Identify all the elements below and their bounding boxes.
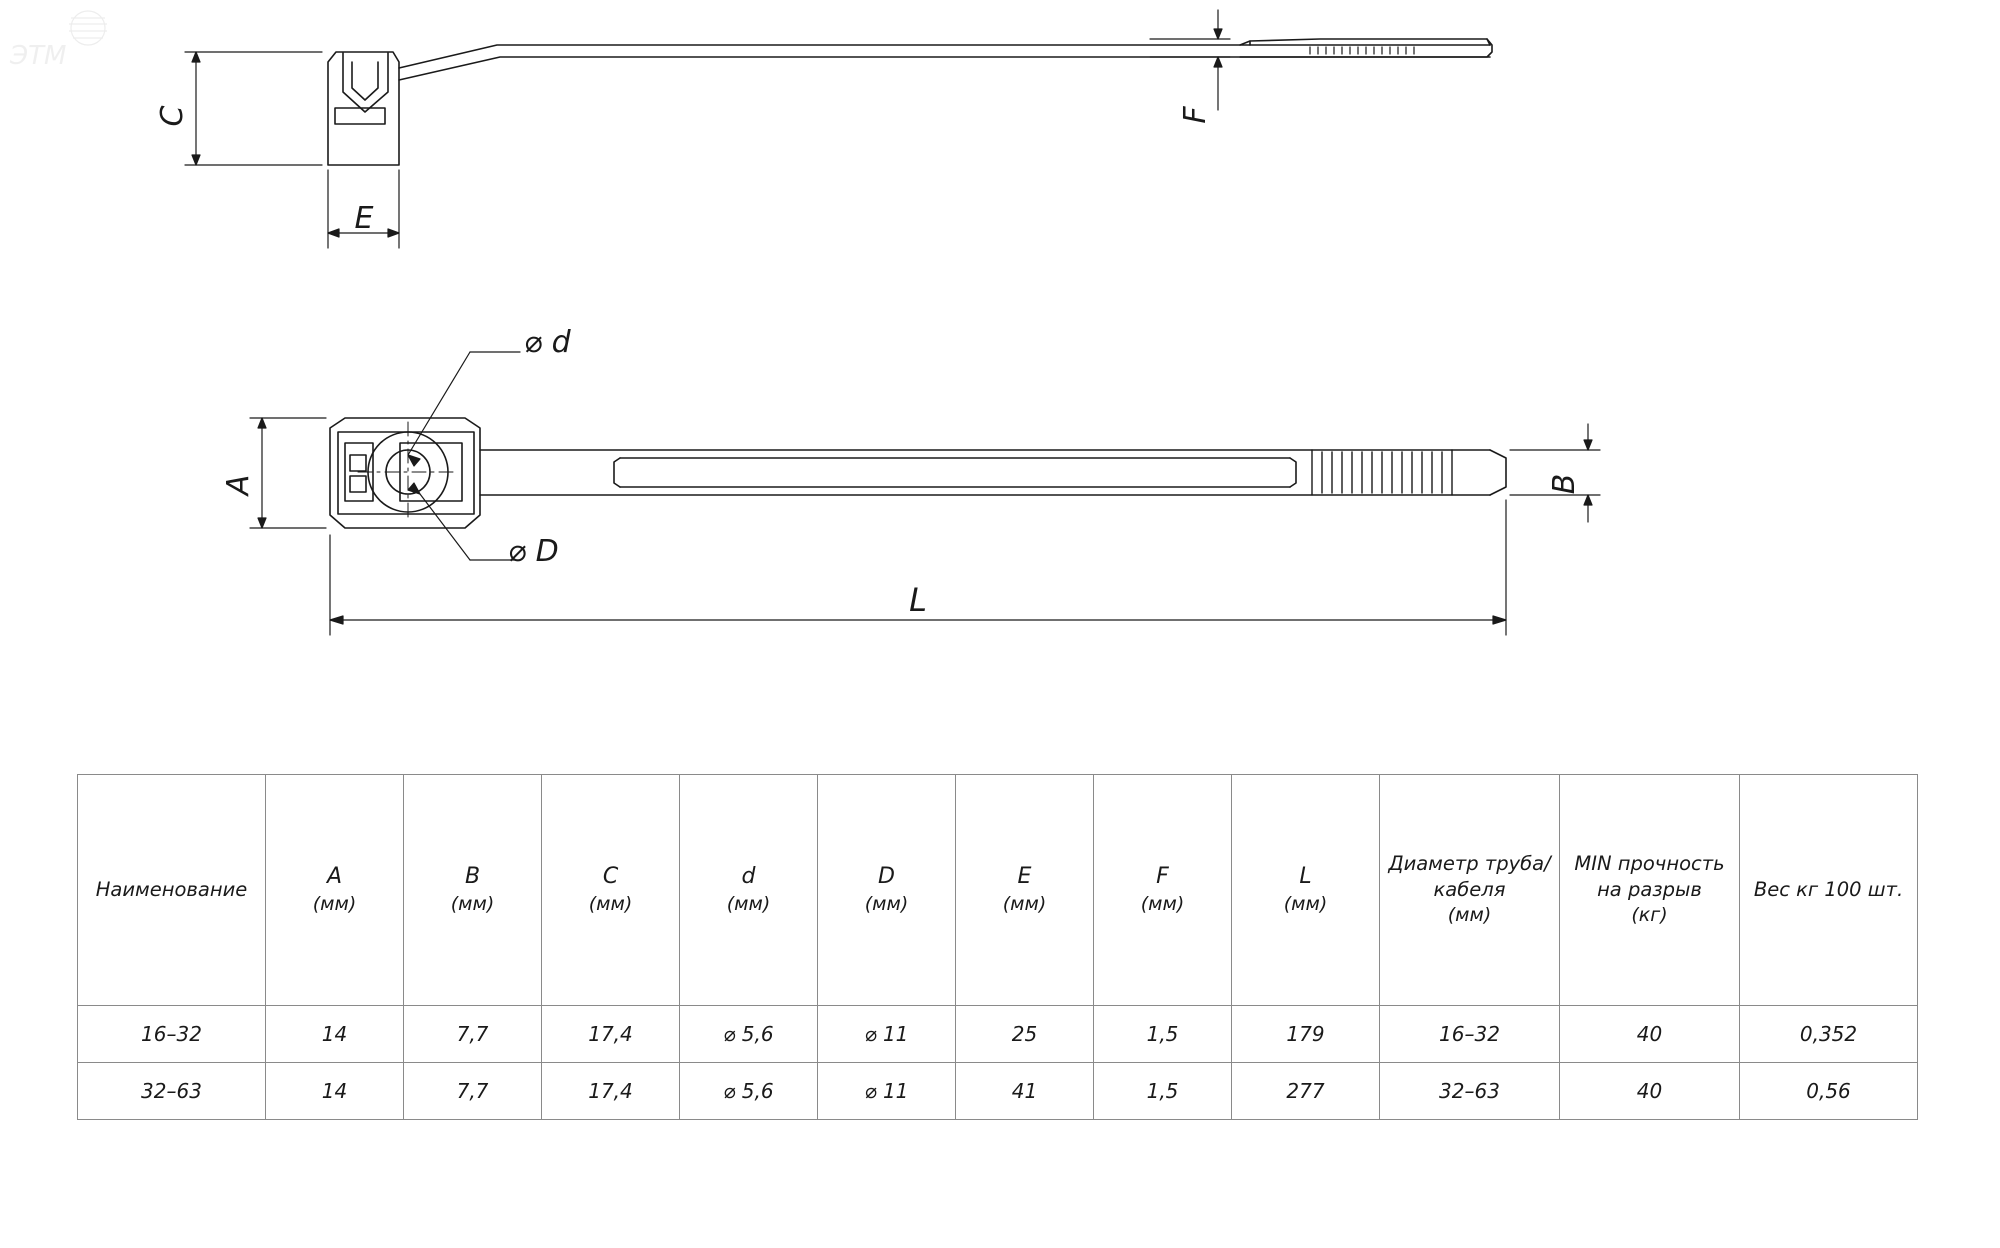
header-d-small (680, 775, 818, 1006)
header-b (404, 775, 542, 1006)
header-a (266, 775, 404, 1006)
header-name-text: Наименование (95, 877, 248, 901)
header-c-unit: (мм) (588, 893, 633, 916)
header-l-unit: (мм) (1283, 893, 1328, 916)
table-header-row (78, 775, 1918, 1006)
cell-e: 41 (956, 1063, 1094, 1120)
cell-name: 32–63 (78, 1063, 266, 1120)
cell-e: 25 (956, 1006, 1094, 1063)
cell-pipe-diameter: 16–32 (1380, 1006, 1560, 1063)
header-l-text: L (1299, 864, 1312, 890)
cell-d-large: ⌀ 11 (818, 1006, 956, 1063)
cell-f: 1,5 (1094, 1006, 1232, 1063)
header-f (1094, 775, 1232, 1006)
header-d-large (818, 775, 956, 1006)
cell-l: 277 (1232, 1063, 1380, 1120)
cell-d-small: ⌀ 5,6 (680, 1006, 818, 1063)
cell-weight: 0,56 (1740, 1063, 1918, 1120)
cell-min-strength: 40 (1560, 1006, 1740, 1063)
table-row (78, 1006, 1918, 1063)
header-min-strength-unit: (кг) (1631, 904, 1668, 927)
header-e-unit: (мм) (1002, 893, 1047, 916)
header-pipe-diameter (1380, 775, 1560, 1006)
cell-f: 1,5 (1094, 1063, 1232, 1120)
header-weight-text: Вес кг 100 шт. (1753, 877, 1904, 901)
label-diameter-d: ⌀ d (524, 325, 571, 360)
header-e-text: E (1017, 864, 1032, 890)
cell-c: 17,4 (542, 1063, 680, 1120)
label-E: E (354, 201, 374, 236)
cell-min-strength: 40 (1560, 1063, 1740, 1120)
header-f-unit: (мм) (1140, 893, 1185, 916)
header-d-large-text: D (878, 864, 895, 890)
label-A: A (221, 474, 256, 496)
specifications-table (77, 774, 1918, 1120)
header-name (78, 775, 266, 1006)
cell-name: 16–32 (78, 1006, 266, 1063)
cell-a: 14 (266, 1063, 404, 1120)
label-L: L (909, 581, 927, 619)
header-c-text: C (602, 864, 619, 890)
header-b-unit: (мм) (450, 893, 495, 916)
label-C: C (155, 105, 190, 127)
header-d-small-unit: (мм) (726, 893, 771, 916)
header-pipe-diameter-text: Диаметр труба/кабеля (1388, 851, 1551, 902)
cell-b: 7,7 (404, 1006, 542, 1063)
header-d-small-text: d (741, 864, 756, 890)
header-min-strength (1560, 775, 1740, 1006)
header-e (956, 775, 1094, 1006)
table-row (78, 1063, 1918, 1120)
svg-text:ЭТМ: ЭТМ (10, 41, 67, 71)
cell-d-large: ⌀ 11 (818, 1063, 956, 1120)
cell-weight: 0,352 (1740, 1006, 1918, 1063)
label-B: B (1547, 473, 1582, 495)
cell-pipe-diameter: 32–63 (1380, 1063, 1560, 1120)
cell-d-small: ⌀ 5,6 (680, 1063, 818, 1120)
header-d-large-unit: (мм) (864, 893, 909, 916)
cell-l: 179 (1232, 1006, 1380, 1063)
header-pipe-diameter-unit: (мм) (1447, 904, 1492, 927)
header-a-text: A (326, 864, 343, 890)
cell-a: 14 (266, 1006, 404, 1063)
label-F: F (1178, 106, 1213, 124)
header-f-text: F (1156, 864, 1169, 890)
header-weight (1740, 775, 1918, 1006)
label-diameter-D: ⌀ D (508, 534, 559, 569)
cell-c: 17,4 (542, 1006, 680, 1063)
header-min-strength-text: MIN прочность на разрыв (1574, 851, 1725, 902)
header-b-text: B (464, 864, 481, 890)
header-c (542, 775, 680, 1006)
header-a-unit: (мм) (312, 893, 357, 916)
cell-b: 7,7 (404, 1063, 542, 1120)
header-l (1232, 775, 1380, 1006)
